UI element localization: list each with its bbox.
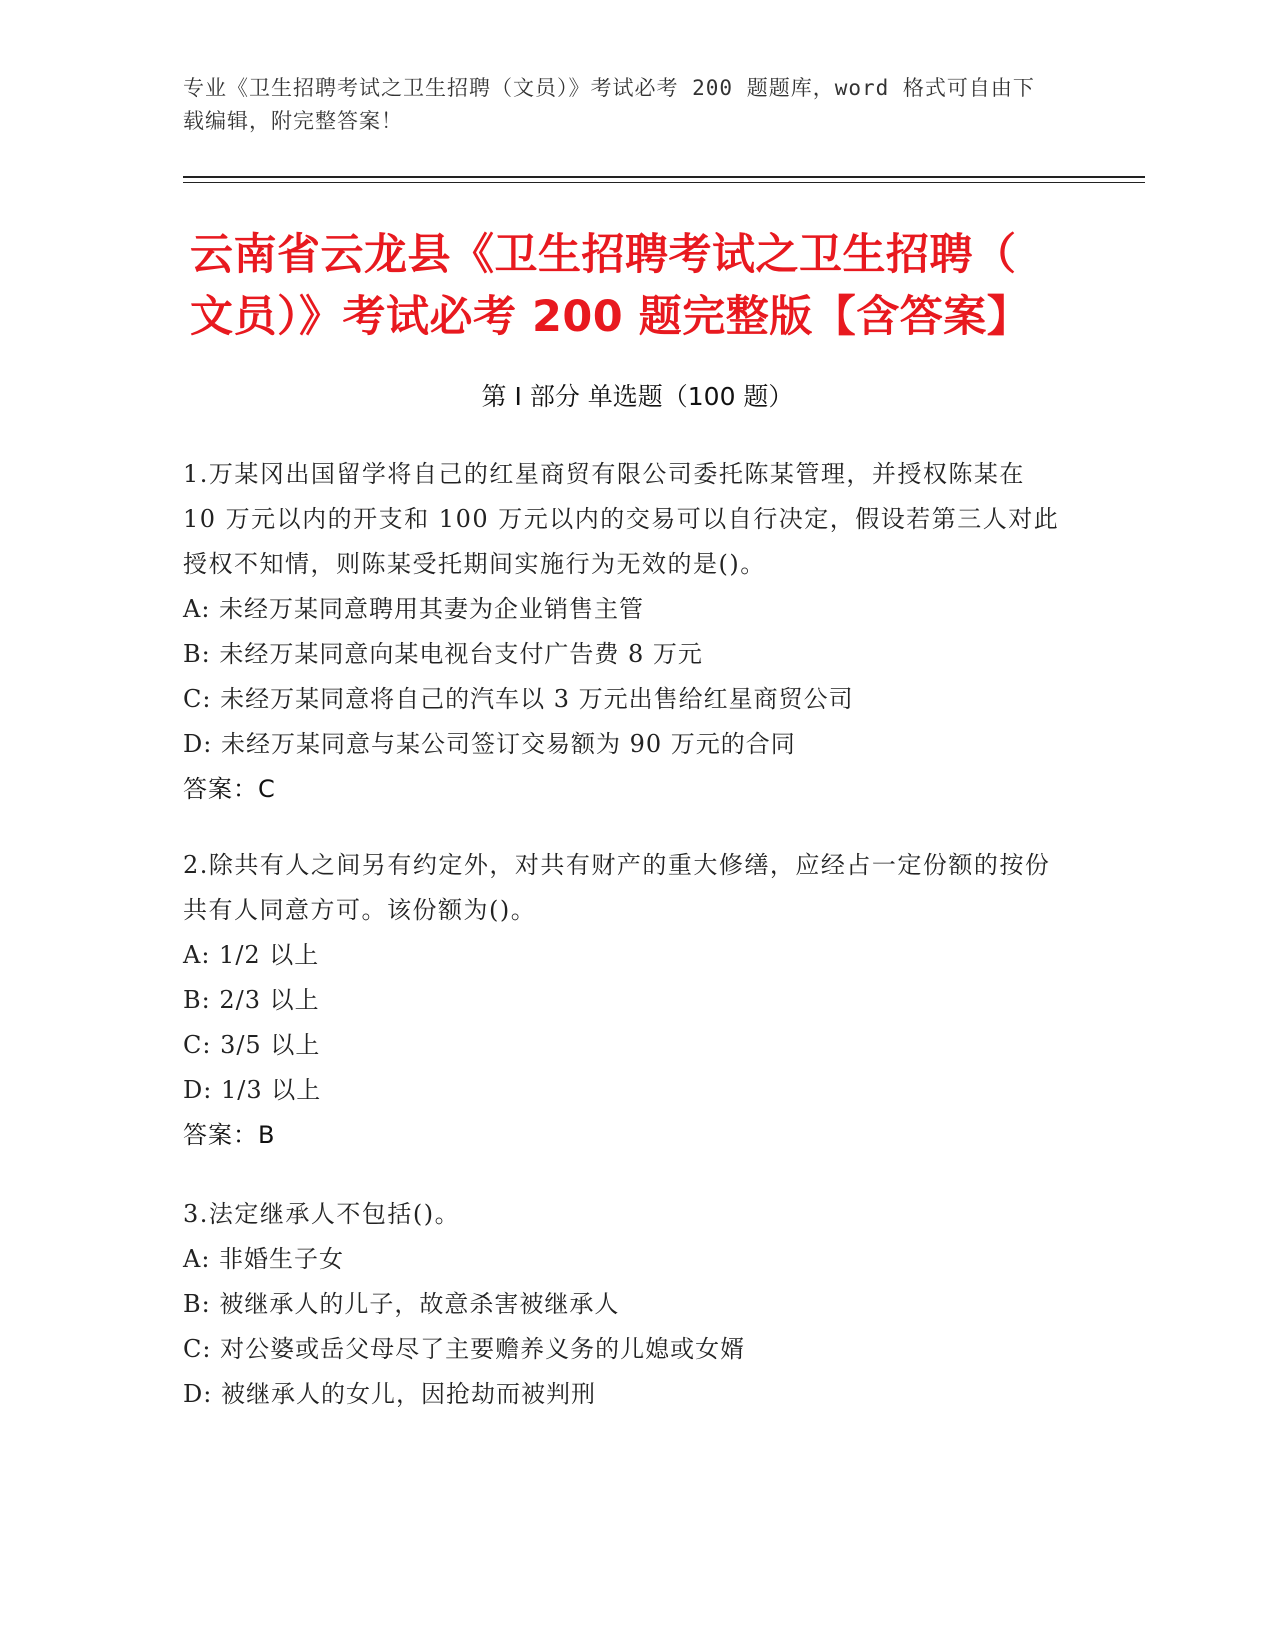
header-divider-thick: [183, 176, 1145, 178]
option-c: C: 对公婆或岳父母尽了主要赡养义务的儿媳或女婿: [183, 1335, 746, 1363]
document-title-line-2: 文员）》考试必考 200 题完整版【含答案】: [190, 292, 1031, 342]
question-1: [183, 452, 1063, 812]
option-a: A: 非婚生子女: [183, 1245, 345, 1273]
option-c: C: 未经万某同意将自己的汽车以 3 万元出售给红星商贸公司: [183, 685, 854, 713]
question-stem: 3.法定继承人不包括()。: [183, 1200, 461, 1228]
document-title: [190, 224, 1090, 348]
document-title-line-1: 云南省云龙县《卫生招聘考试之卫生招聘（: [190, 230, 1017, 280]
option-b: B: 被继承人的儿子，故意杀害被继承人: [183, 1290, 620, 1318]
option-d: D: 未经万某同意与某公司签订交易额为 90 万元的合同: [183, 730, 796, 758]
option-d: D: 1/3 以上: [183, 1076, 322, 1104]
answer: 答案：B: [183, 1121, 276, 1149]
question-2: [183, 843, 1063, 1158]
option-b: B: 未经万某同意向某电视台支付广告费 8 万元: [183, 640, 703, 668]
header-note: 专业《卫生招聘考试之卫生招聘（文员）》考试必考 200 题题库，word 格式可自由下载编辑，附完整答案！: [183, 76, 1035, 133]
question-3: [183, 1192, 1063, 1417]
option-b: B: 2/3 以上: [183, 986, 320, 1014]
question-stem: 1.万某冈出国留学将自己的红星商贸有限公司委托陈某管理，并授权陈某在 10 万元以内的开支和 100 万元以内的交易可以自行决定，假设若第三人对此授权不知情，则陈某受托期间实施行为无效的是()。: [183, 460, 1060, 578]
option-d: D: 被继承人的女儿，因抢劫而被判刑: [183, 1380, 596, 1408]
section-title: 第 I 部分 单选题（100 题）: [481, 382, 794, 411]
question-stem: 2.除共有人之间另有约定外，对共有财产的重大修缮，应经占一定份额的按份共有人同意方可。该份额为()。: [183, 851, 1051, 924]
option-a: A: 未经万某同意聘用其妻为企业销售主管: [183, 595, 645, 623]
header-divider-thin: [183, 182, 1145, 183]
answer: 答案：C: [183, 775, 276, 803]
option-c: C: 3/5 以上: [183, 1031, 321, 1059]
option-a: A: 1/2 以上: [183, 941, 320, 969]
